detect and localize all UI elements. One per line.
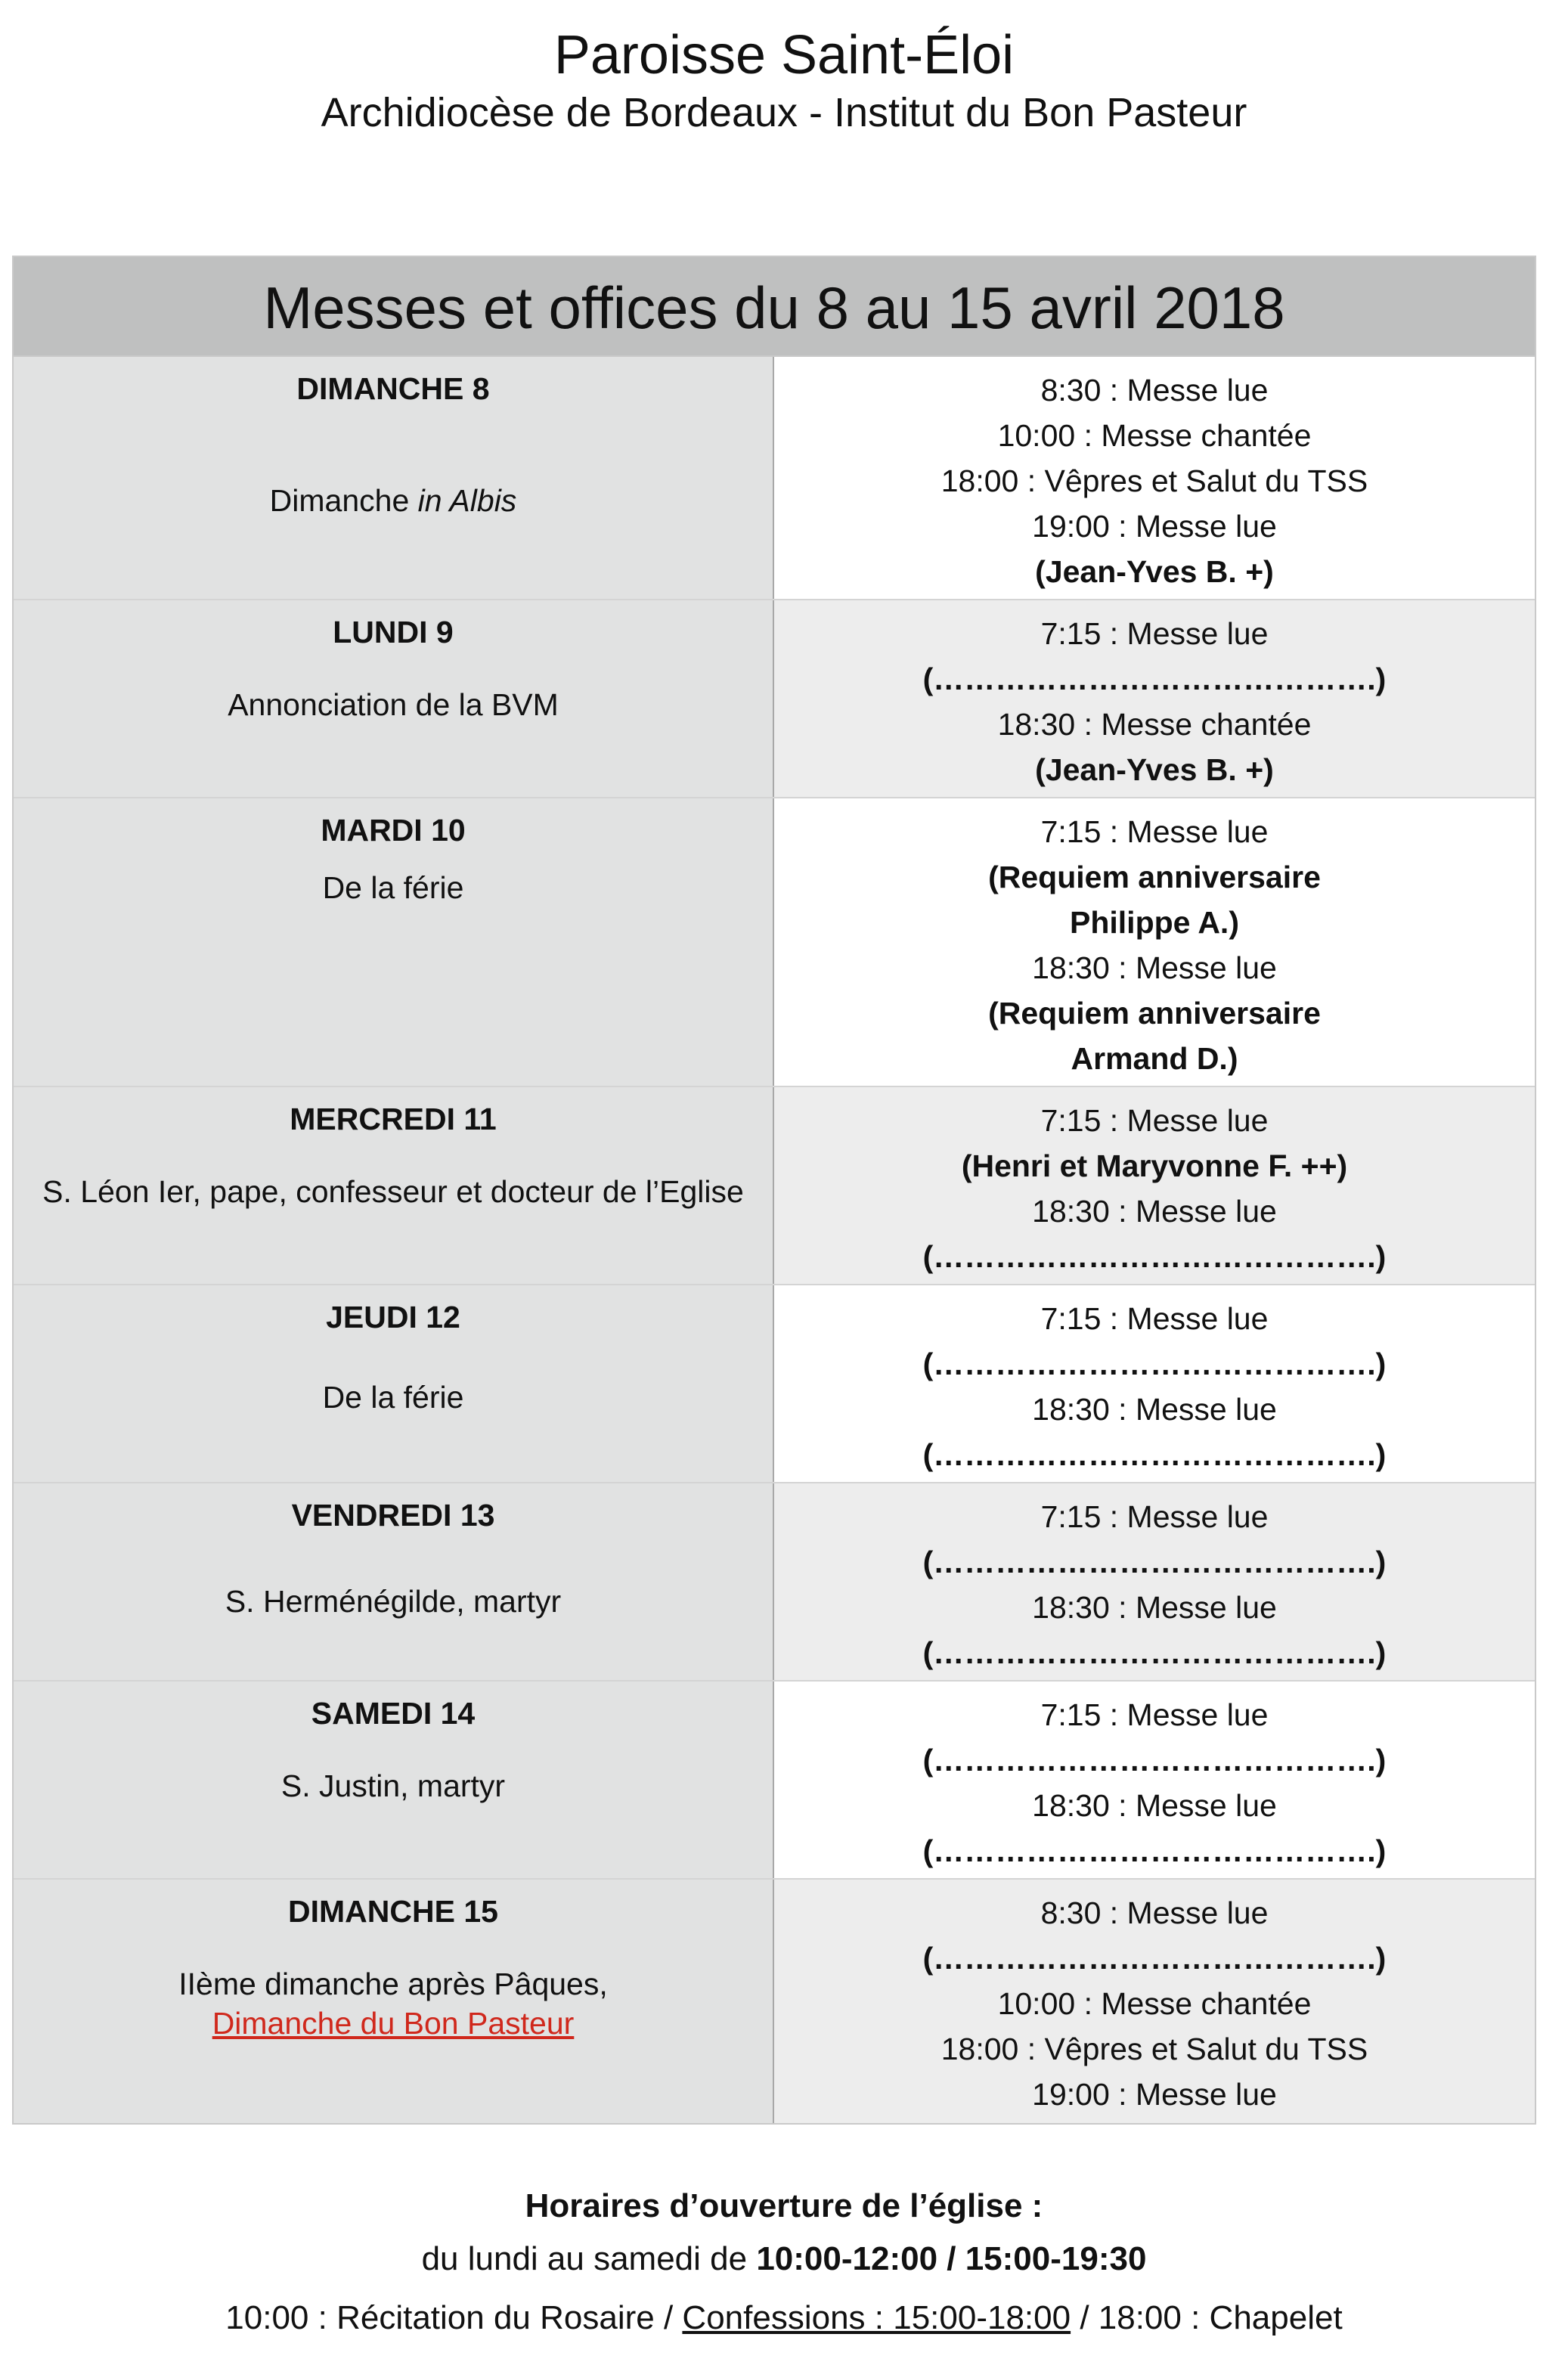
- mass-times-cell: [774, 1285, 1535, 1482]
- day-row-dimanche-15: [14, 1880, 1535, 2123]
- day-name: SAMEDI 14: [311, 1696, 476, 1731]
- day-name: JEUDI 12: [326, 1300, 460, 1334]
- mass-line: 18:30 : Messe lue: [1032, 950, 1277, 985]
- feast-name: IIème dimanche après Pâques,: [178, 1967, 608, 2001]
- mass-line: 7:15 : Messe lue: [1040, 616, 1269, 651]
- day-name: DIMANCHE 8: [296, 371, 490, 406]
- mass-intention: (…………………………………….): [922, 1635, 1387, 1670]
- confessions-link[interactable]: Confessions : 15:00-18:00: [682, 2299, 1071, 2336]
- page-header: [0, 23, 1568, 138]
- mass-intention: (…………………………………….): [922, 1437, 1387, 1472]
- devotions-line: [0, 2289, 1568, 2347]
- day-name: MARDI 10: [321, 813, 466, 848]
- mass-line: 18:30 : Messe lue: [1032, 1788, 1277, 1823]
- mass-intention: (…………………………………….): [922, 1545, 1387, 1579]
- mass-intention: (Jean-Yves B. +): [1035, 554, 1274, 589]
- opening-hours-line: [0, 2229, 1568, 2289]
- mass-intention: (Requiem anniversaire: [988, 860, 1321, 894]
- parish-subtitle: Archidiocèse de Bordeaux - Institut du Bon Pasteur: [321, 90, 1247, 135]
- day-info-cell: [14, 1285, 774, 1482]
- mass-line: 7:15 : Messe lue: [1040, 1697, 1269, 1732]
- day-row-samedi-14: [14, 1682, 1535, 1880]
- mass-intention: Philippe A.): [1070, 905, 1239, 940]
- mass-intention: (…………………………………….): [922, 1743, 1387, 1778]
- mass-times-cell: [774, 1682, 1535, 1878]
- day-info-cell: [14, 1483, 774, 1680]
- mass-line: 10:00 : Messe chantée: [997, 1986, 1312, 2021]
- mass-intention: (Requiem anniversaire: [988, 996, 1321, 1031]
- mass-line: 18:00 : Vêpres et Salut du TSS: [940, 2032, 1368, 2066]
- parish-name: Paroisse Saint-Éloi: [553, 25, 1015, 85]
- mass-line: 19:00 : Messe lue: [1032, 509, 1277, 544]
- day-row-lundi-9: [14, 600, 1535, 798]
- mass-line: 19:00 : Messe lue: [1032, 2077, 1277, 2112]
- mass-times-cell: [774, 1087, 1535, 1284]
- mass-times-cell: [774, 600, 1535, 797]
- day-row-jeudi-12: [14, 1285, 1535, 1483]
- day-info-cell: [14, 357, 774, 599]
- mass-times-cell: [774, 1880, 1535, 2123]
- mass-times-cell: [774, 798, 1535, 1086]
- mass-line: 8:30 : Messe lue: [1040, 1895, 1269, 1930]
- rosary-text: 10:00 : Récitation du Rosaire /: [225, 2299, 683, 2336]
- mass-line: 18:00 : Vêpres et Salut du TSS: [940, 463, 1368, 498]
- chapelet-text: / 18:00 : Chapelet: [1071, 2299, 1343, 2336]
- feast-name: De la férie: [322, 1380, 464, 1415]
- opening-hours-heading: Horaires d’ouverture de l’église :: [525, 2187, 1043, 2224]
- feast-name: S. Justin, martyr: [280, 1768, 506, 1803]
- mass-intention: (…………………………………….): [922, 1239, 1387, 1274]
- feast-name: S. Herménégilde, martyr: [225, 1584, 562, 1619]
- day-row-vendredi-13: [14, 1483, 1535, 1682]
- day-name: LUNDI 9: [333, 615, 454, 649]
- day-name: DIMANCHE 15: [288, 1894, 498, 1929]
- opening-hours: [0, 2184, 1568, 2347]
- mass-line: 7:15 : Messe lue: [1040, 1499, 1269, 1534]
- mass-intention: (Henri et Maryvonne F. ++): [961, 1148, 1348, 1183]
- mass-line: 18:30 : Messe lue: [1032, 1194, 1277, 1229]
- mass-intention: Armand D.): [1071, 1041, 1238, 1076]
- mass-intention: (…………………………………….): [922, 662, 1387, 696]
- mass-line: 7:15 : Messe lue: [1040, 814, 1269, 849]
- mass-line: 10:00 : Messe chantée: [997, 418, 1312, 453]
- mass-intention: (Jean-Yves B. +): [1035, 752, 1274, 787]
- day-row-mercredi-11: [14, 1087, 1535, 1285]
- day-info-cell: [14, 600, 774, 797]
- day-row-mardi-10: [14, 798, 1535, 1087]
- feast-name: De la férie: [322, 870, 464, 905]
- schedule-title: Messes et offices du 8 au 15 avril 2018: [14, 257, 1535, 357]
- day-info-cell: [14, 1087, 774, 1284]
- mass-intention: (…………………………………….): [922, 1833, 1387, 1868]
- day-row-dimanche-8: [14, 357, 1535, 600]
- feast-italic: in Albis: [417, 483, 517, 518]
- day-info-cell: [14, 798, 774, 1086]
- mass-line: 7:15 : Messe lue: [1040, 1103, 1269, 1138]
- feast-name: [14, 481, 773, 520]
- mass-times-cell: [774, 1483, 1535, 1680]
- day-name: MERCREDI 11: [290, 1102, 497, 1136]
- day-name: VENDREDI 13: [291, 1498, 495, 1533]
- feast-link[interactable]: Dimanche du Bon Pasteur: [212, 2006, 575, 2041]
- mass-line: 18:30 : Messe chantée: [997, 707, 1312, 742]
- mass-times-cell: [774, 357, 1535, 599]
- feast-name: Annonciation de la BVM: [228, 687, 559, 722]
- day-info-cell: [14, 1880, 774, 2123]
- mass-line: 7:15 : Messe lue: [1040, 1301, 1269, 1336]
- day-info-cell: [14, 1682, 774, 1878]
- hours-prefix: du lundi au samedi de: [421, 2240, 757, 2277]
- mass-line: 18:30 : Messe lue: [1032, 1392, 1277, 1427]
- schedule-table: [12, 256, 1536, 2125]
- feast-name: S. Léon Ier, pape, confesseur et docteur de l’Eglise: [42, 1174, 744, 1209]
- hours-times: 10:00-12:00 / 15:00-19:30: [756, 2240, 1147, 2277]
- mass-intention: (…………………………………….): [922, 1347, 1387, 1381]
- feast-text: Dimanche: [269, 483, 418, 518]
- mass-line: 18:30 : Messe lue: [1032, 1590, 1277, 1625]
- mass-intention: (…………………………………….): [922, 1941, 1387, 1976]
- mass-line: 8:30 : Messe lue: [1040, 373, 1269, 408]
